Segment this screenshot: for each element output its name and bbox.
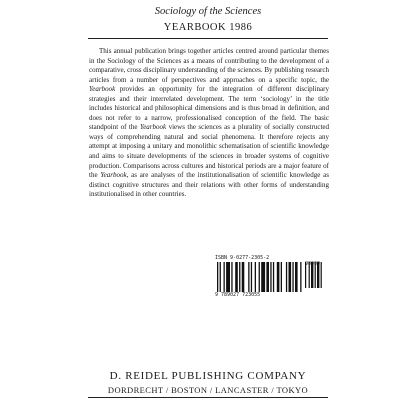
- barcode-addon-bar: [317, 262, 319, 288]
- barcode-bar: [217, 262, 218, 292]
- top-rule: [88, 38, 328, 39]
- barcode-bar: [270, 262, 271, 292]
- series-title: Sociology of the Sciences: [154, 6, 262, 17]
- barcode-bar: [273, 262, 274, 292]
- barcode-bar: [300, 262, 301, 292]
- barcode-bar: [248, 262, 249, 292]
- barcode-area: [215, 255, 323, 299]
- barcode-bar: [277, 262, 280, 292]
- barcode-bar: [261, 262, 265, 292]
- barcode-bar: [242, 262, 245, 292]
- barcode-addon-bar: [315, 262, 316, 288]
- barcode-digits: 9 789027 723055: [215, 292, 261, 298]
- barcode-bar: [251, 262, 252, 292]
- barcode-bar: [231, 262, 232, 292]
- header: [0, 5, 416, 34]
- barcode-icon: [215, 262, 323, 292]
- barcode-bar: [266, 262, 269, 292]
- barcode-bar: [295, 262, 298, 292]
- barcode-bar: [235, 262, 238, 292]
- publisher-name: D. REIDEL PUBLISHING COMPANY: [109, 370, 307, 382]
- bottom-rule: [88, 397, 328, 398]
- barcode-addon-bar: [321, 262, 322, 288]
- barcode-bar: [255, 262, 256, 292]
- volume-title: YEARBOOK 1986: [163, 22, 253, 33]
- barcode-bar: [239, 262, 240, 292]
- barcode-bar: [289, 262, 292, 292]
- barcode-bar: [292, 262, 293, 292]
- barcode-addon-bar: [305, 262, 306, 288]
- publisher-cities: DORDRECHT / BOSTON / LANCASTER / TOKYO: [107, 385, 309, 395]
- barcode-bar: [259, 262, 260, 292]
- barcode-addon-bar: [311, 262, 313, 288]
- barcode-addon-bar: [309, 262, 310, 288]
- barcode-bar: [224, 262, 225, 292]
- barcode-bar: [286, 262, 287, 292]
- barcode-bar: [220, 262, 221, 292]
- barcode-bar: [281, 262, 282, 292]
- barcode-bar: [226, 262, 230, 292]
- isbn-number: ISBN 9-0277-2305-2: [215, 255, 270, 261]
- description-text: This annual publication brings together articles centred around particular themes in the Sociology of the Sciences as a means of contributing to the development of a comparative, cross disciplinary understanding of the sciences. By publishing research articles from a number of perspectives and approaches on a specific topic, the Yearbook provides an opportunity for the integration of different disciplinary strategies and their interrelated development. The term ‘sociology’ in the title includes historical and philosophical dimensions and is thus broad in definition, and does not refer to a narrow, professionalised conception of the field. The basic standpoint of the Yearbook views the sciences as a plurality of socially constructed ways of comprehending natural and social phenomena. It therefore rejects any attempt at imposing a unitary and monolithic schematisation of scientific knowledge and aims to situate developments of the sciences in broader systems of cognitive production. Comparisons across cultures and historical periods are a major feature of the Yearbook, as are analyses of the institutionalisation of scientific knowledge as distinct cognitive structures and their relations with other forms of understanding institutionalised in other countries.: [89, 47, 329, 199]
